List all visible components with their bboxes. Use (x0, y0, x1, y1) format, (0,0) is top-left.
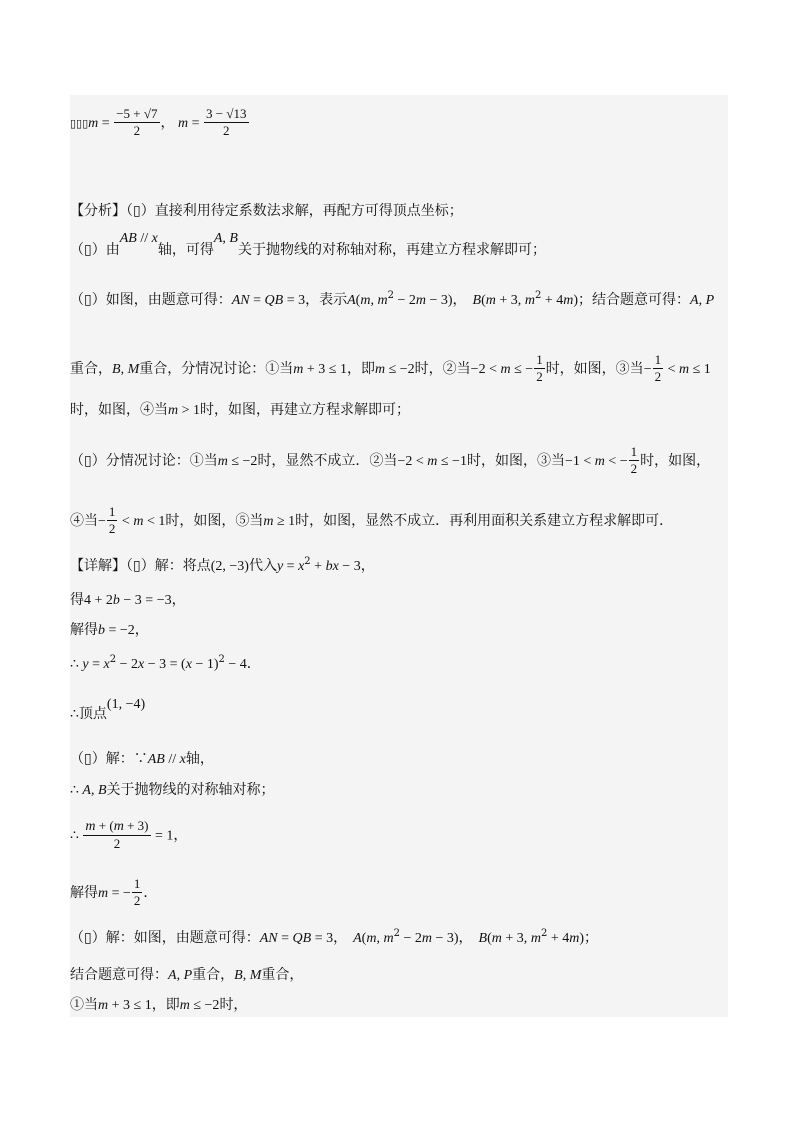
detail-line-12: ①当m + 3 ≤ 1，即m ≤ −2时， (70, 997, 248, 1013)
answer-document (70, 95, 728, 1017)
detail-line-6: （▯）解：∵AB // x轴， (70, 751, 214, 767)
detail-line-7: ∴ A, B关于抛物线的对称轴对称； (70, 782, 275, 798)
detail-line-3: 解得b = −2， (70, 622, 149, 638)
analysis-heading-line: 【分析】（▯）直接利用待定系数法求解，再配方可得顶点坐标； (70, 203, 463, 219)
placeholder-glyphs: ▯▯▯ (70, 116, 89, 130)
analysis-line-2: （▯）由AB // x轴，可得A, B关于抛物线的对称轴对称，再建立方程求解即可； (70, 231, 546, 258)
detail-line-5: ∴顶点(1, −4) (70, 697, 146, 722)
fraction-m2: $\frac{3 - √13}{2}$ (206, 106, 247, 139)
detail-line-2: 得4 + 2b − 3 = −3， (70, 592, 186, 608)
analysis-line-6: （▯）分情况讨论：①当m ≤ −2时，显然不成立．②当−2 < m ≤ −1时，如图，③当−1 < m < − $\frac{1}{2}$ 时，如图， (70, 444, 711, 477)
analysis-line-5: 时，如图，④当m > 1时，如图，再建立方程求解即可； (70, 402, 411, 418)
detail-line-8: ∴ $\frac{m + (m + 3)}{2}$ = 1， (70, 818, 188, 852)
detail-line-10: （▯）解：如图，由题意可得：AN = QB = 3， A(m, $m^2 - 2m - 3$)， B(m + 3, $m^2 + 4m$)； (70, 928, 599, 946)
detail-line-1: 【详解】（▯）解：将点(2, −3)代入$y = x^2$ + bx − 3， (70, 556, 375, 574)
analysis-line-4: 重合，B, M重合，分情况讨论：①当m + 3 ≤ 1，即m ≤ −2时，②当−2 < m ≤ − $\frac{1}{2}$ 时，如图，③当− $\frac{1}{2}$ < m ≤ 1 (70, 352, 711, 385)
fraction-m1: $\frac{-5 + √7}{2}$ (116, 106, 158, 139)
analysis-line-3: （▯）如图，由题意可得：AN = QB = 3，表示A(m, $m^2 - 2m - 3$)， B(m + 3, $m^2 + 4m$)；结合题意可得：A, P (70, 290, 715, 308)
analysis-line-7: ④当− $\frac{1}{2}$ < m < 1时，如图，⑤当m ≥ 1时，如图，显然不成立．再利用面积关系建立方程求解即可． (70, 504, 674, 537)
detail-line-9: 解得m = − $\frac{1}{2}$ ． (70, 876, 158, 909)
solutions-line: ▯▯▯m = $\frac{-5 + √7}{2}$ ， m = $\frac{3 - √13}{2}$ (70, 106, 247, 139)
detail-line-4: ∴ $y = x^2 - 2x - 3 = (x - 1)^2 - 4$． (70, 654, 261, 672)
detail-line-11: 结合题意可得：A, P重合，B, M重合， (70, 967, 304, 983)
